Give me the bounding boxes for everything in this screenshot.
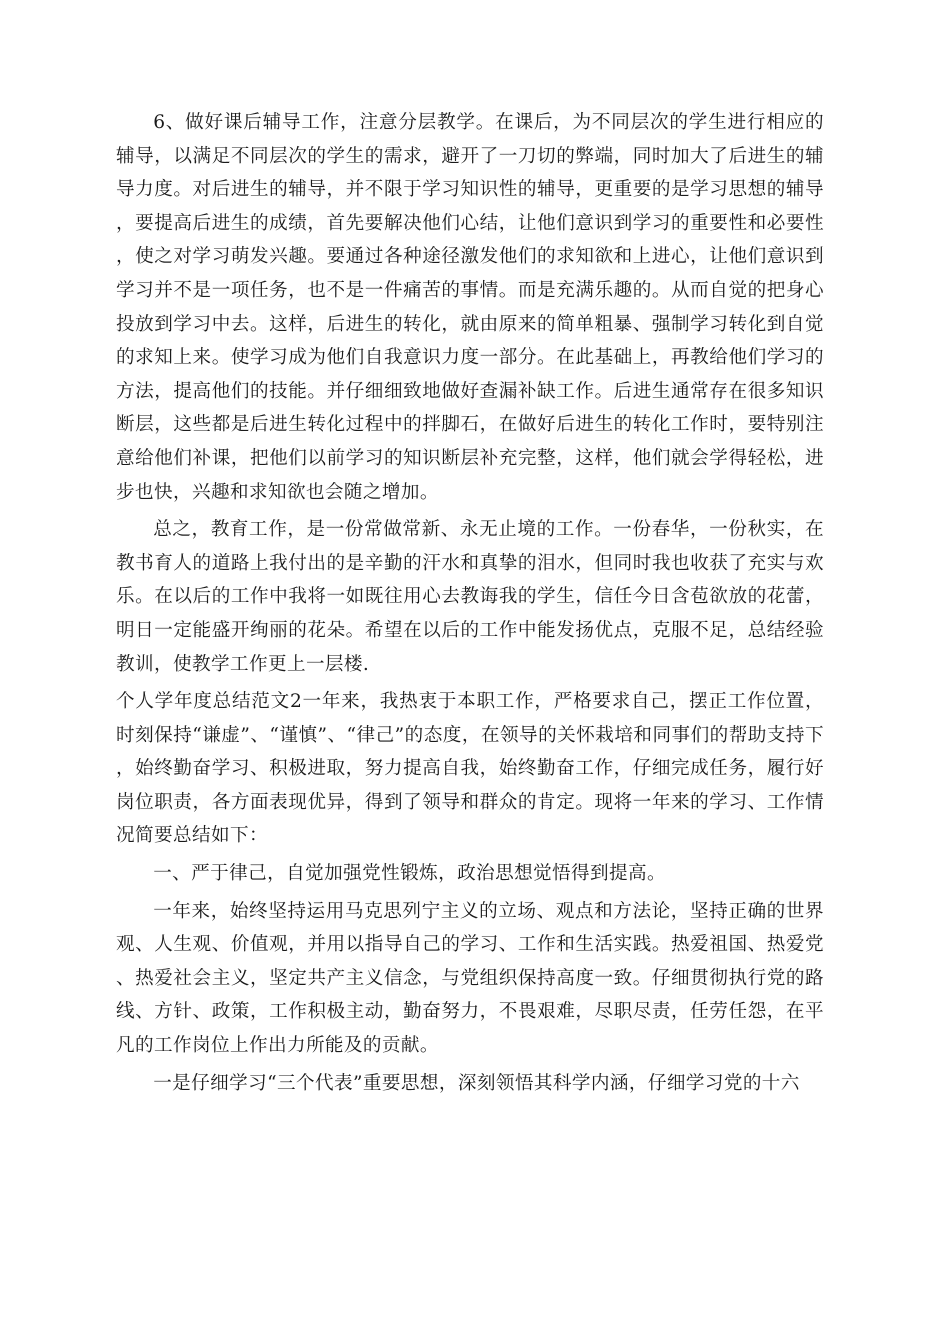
paragraph-conclusion: 总之，教育工作，是一份常做常新、永无止境的工作。一份春华，一份秋实，在教书育人的道路上我付出的是辛勤的汗水和真挚的泪水，但同时我也收获了充实与欢乐。在以后的工作中我将一如既往用心去教诲我的学生，信任今日含苞欲放的花蕾，明日一定能盛开绚丽的花朵。希望在以后的工作中能发扬优点，克服不足，总结经验教训，使教学工作更上一层楼. xyxy=(116,519,824,675)
paragraph-three-represents: 一是仔细学习“三个代表”重要思想，深刻领悟其科学内涵，仔细学习党的十六 xyxy=(153,1072,800,1094)
paragraph-tutoring: 6、做好课后辅导工作，注意分层教学。在课后，为不同层次的学生进行相应的辅导，以满足不同层次的学生的需求，避开了一刀切的弊端，同时加大了后进生的辅导力度。对后进生的辅导，并不限于学习知识性的辅导，更重要的是学习思想的辅导，要提高后进生的成绩，首先要解决他们心结，让他们意识到学习的重要性和必要性，使之对学习萌发兴趣。要通过各种途径激发他们的求知欲和上进心，让他们意识到学习并不是一项任务，也不是一件痛苦的事情。而是充满乐趣的。从而自觉的把身心投放到学习中去。这样，后进生的转化，就由原来的简单粗暴、强制学习转化到自觉的求知上来。使学习成为他们自我意识力度一部分。在此基础上，再教给他们学习的方法，提高他们的技能。并仔细细致地做好查漏补缺工作。后进生通常存在很多知识断层，这些都是后进生转化过程中的拌脚石，在做好后进生的转化工作时，要特别注意给他们补课，把他们以前学习的知识断层补充完整，这样，他们就会学得轻松，进步也快，兴趣和求知欲也会随之增加。 xyxy=(116,112,824,503)
paragraph-political-study: 一年来，始终坚持运用马克思列宁主义的立场、观点和方法论，坚持正确的世界观、人生观、价值观，并用以指导自己的学习、工作和生活实践。热爱祖国、热爱党、热爱社会主义，坚定共产主义信念，与党组织保持高度一致。仔细贯彻执行党的路线、方针、政策，工作积极主动，勤奋努力，不畏艰难，尽职尽责，任劳任怨，在平凡的工作岗位上作出力所能及的贡献。 xyxy=(116,900,824,1057)
section-heading-discipline: 一、严于律己，自觉加强党性锻炼，政治思想觉悟得到提高。 xyxy=(153,863,667,885)
document-body xyxy=(116,106,824,1104)
paragraph-summary-intro: 个人学年度总结范文2一年来，我热衷于本职工作，严格要求自己，摆正工作位置，时刻保持“谦虚”、“谨慎”、“律己”的态度，在领导的关怀栽培和同事们的帮助支持下，始终勤奋学习、积极进取，努力提高自我，始终勤奋工作，仔细完成任务，履行好岗位职责，各方面表现优异，得到了领导和群众的肯定。现将一年来的学习、工作情况简要总结如下： xyxy=(116,691,824,847)
